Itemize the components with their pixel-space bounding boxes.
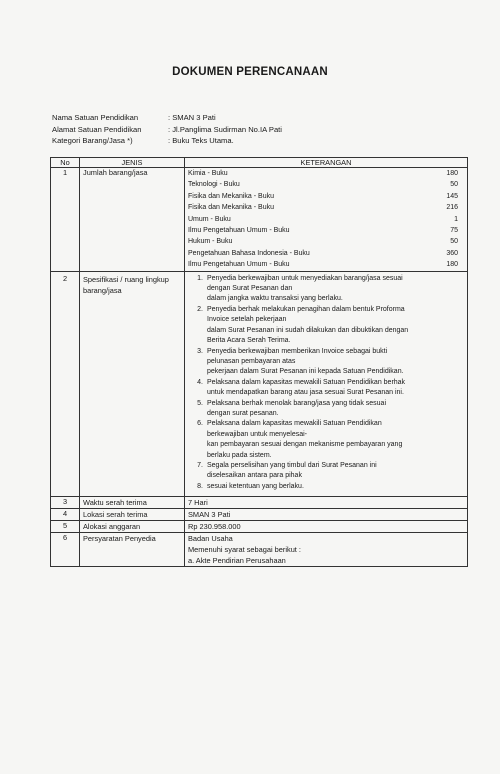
spec-line: Berita Acara Serah Terima. [207,337,291,345]
item-name: Ilmu Pengetahuan Umum - Buku [188,227,290,235]
item-row [188,259,464,270]
spec-item [185,461,464,482]
meta-row [52,124,282,136]
item-row [188,191,464,202]
row-no: 6 [51,533,80,567]
requirement-item: a. Akte Pendirian Perusahaan [188,556,286,566]
meta-value: : SMAN 3 Pati [168,113,216,122]
spec-text [207,274,403,305]
specs-cell [185,271,468,497]
spec-line: Pelaksana berhak menolak barang/jasa yang tidak sesuai [207,399,387,407]
table-row [51,509,468,521]
table-row [51,271,468,497]
table-row [51,521,468,533]
row-jenis: Waktu serah terima [80,497,185,509]
spec-item [185,482,464,492]
spec-number: 6. [197,420,203,428]
item-row [188,236,464,247]
item-qty: 180 [446,261,458,269]
spec-number: 7. [197,461,203,469]
meta-row [52,112,282,124]
spec-text [207,461,377,482]
spec-line: dengan surat pesanan. [207,409,279,417]
spec-number: 1. [197,274,203,282]
row-keterangan: 7 Hari [185,497,468,509]
item-row [188,168,464,179]
table-header-row [51,158,468,168]
spec-number: 8. [197,482,203,490]
header-jenis: JENIS [80,158,185,168]
spec-item [185,378,464,399]
item-qty: 145 [446,192,458,200]
header-keterangan: KETERANGAN [185,158,468,168]
row-keterangan [185,533,468,567]
row-no: 4 [51,509,80,521]
row-jenis: Jumlah barang/jasa [80,168,185,272]
spec-line: berkewajiban untuk menyelesai- [207,430,307,438]
meta-value: : Jl.Panglima Sudirman No.IA Pati [168,124,282,134]
row-jenis: Persyaratan Penyedia [80,533,185,567]
row-keterangan: SMAN 3 Pati [185,509,468,521]
spec-line: dalam Surat Pesanan ini sudah dilakukan dan dibuktikan dengan [207,326,409,334]
row-no: 2 [51,271,80,497]
item-row [188,248,464,259]
item-row [188,202,464,213]
spec-text [207,419,402,461]
item-qty: 360 [446,249,458,257]
spec-line: Pelaksana dalam kapasitas mewakili Satuan Pendidikan [207,420,382,428]
row-jenis: Lokasi serah terima [80,509,185,521]
item-name: Umum - Buku [188,215,231,223]
spec-number: 5. [197,399,203,407]
spec-line: Penyedia berkewajiban memberikan Invoice sebagai bukti [207,347,388,355]
item-name: Kimia - Buku [188,170,228,177]
items-list [188,168,464,271]
spec-line: berlaku pada sistem. [207,451,272,459]
table-row [51,533,468,567]
meta-label: Alamat Satuan Pendidikan [52,124,142,134]
item-qty: 50 [450,181,458,189]
spec-item [185,347,464,378]
spec-line: Invoice setelah pekerjaan [207,316,287,324]
item-row [188,214,464,225]
spec-line: pelunasan pembayaran atas [207,357,296,365]
item-qty: 75 [450,227,458,235]
spec-line: dengan Surat Pesanan dan [207,285,293,293]
spec-number: 3. [197,347,203,355]
spec-text [207,347,404,378]
meta-row [52,135,282,147]
spec-text [207,305,408,347]
item-qty: 50 [450,238,458,246]
spec-item [185,274,464,305]
requirement-intro: Memenuhi syarat sebagai berikut : [188,545,301,555]
item-name: Ilmu Pengetahuan Umum - Buku [188,261,290,269]
spec-text [207,378,405,399]
spec-list [185,274,464,493]
spec-text [207,399,386,420]
meta-value: : Buku Teks Utama. [168,136,234,145]
header-no: No [51,158,80,168]
table-row [51,168,468,272]
row-no: 5 [51,521,80,533]
spec-line: pekerjaan dalam Surat Pesanan ini kepada Satuan Pendidikan. [207,368,404,376]
item-name: Fisika dan Mekanika - Buku [188,204,274,212]
spec-item [185,305,464,347]
requirement-type: Badan Usaha [188,534,233,544]
item-name: Hukum - Buku [188,238,233,246]
item-qty: 216 [446,204,458,212]
meta-block [52,112,282,147]
spec-line: Pelaksana dalam kapasitas mewakili Satuan Pendidikan berhak [207,378,406,386]
item-name: Fisika dan Mekanika - Buku [188,192,274,200]
items-cell [185,168,468,272]
spec-number: 4. [197,378,203,386]
row-jenis: Spesifikasi / ruang lingkup barang/jasa [80,271,185,497]
spec-line: kan pembayaran sesuai dengan mekanisme pembayaran yang [207,441,403,449]
table-row [51,497,468,509]
spec-text [207,482,304,492]
row-no: 3 [51,497,80,509]
spec-line: Segala perselisihan yang timbul dari Surat Pesanan ini [207,461,377,469]
spec-item [185,399,464,420]
row-keterangan: Rp 230.958.000 [185,521,468,533]
spec-line: diselesaikan antara para pihak [207,472,302,480]
item-qty: 180 [446,170,458,177]
row-jenis: Alokasi anggaran [80,521,185,533]
item-name: Pengetahuan Bahasa Indonesia - Buku [188,249,310,257]
document-title: DOKUMEN PERENCANAAN [172,66,328,78]
item-qty: 1 [454,215,458,223]
item-row [188,225,464,236]
spec-line: untuk mendapatkan barang atau jasa sesuai Surat Pesanan ini. [207,389,404,397]
meta-label: Nama Satuan Pendidikan [52,113,139,122]
spec-line: dalam jangka waktu transaksi yang berlaku. [207,295,343,303]
spec-line: Penyedia berhak melakukan penagihan dalam bentuk Proforma [207,305,405,313]
spec-line: sesuai ketentuan yang berlaku. [207,482,304,490]
item-row [188,179,464,190]
spec-line: Penyedia berkewajiban untuk menyediakan barang/jasa sesuai [207,274,403,282]
meta-label: Kategori Barang/Jasa *) [52,136,133,145]
row-no: 1 [51,168,80,272]
planning-table [50,157,468,567]
item-name: Teknologi - Buku [188,181,240,189]
spec-number: 2. [197,305,203,313]
spec-item [185,419,464,461]
